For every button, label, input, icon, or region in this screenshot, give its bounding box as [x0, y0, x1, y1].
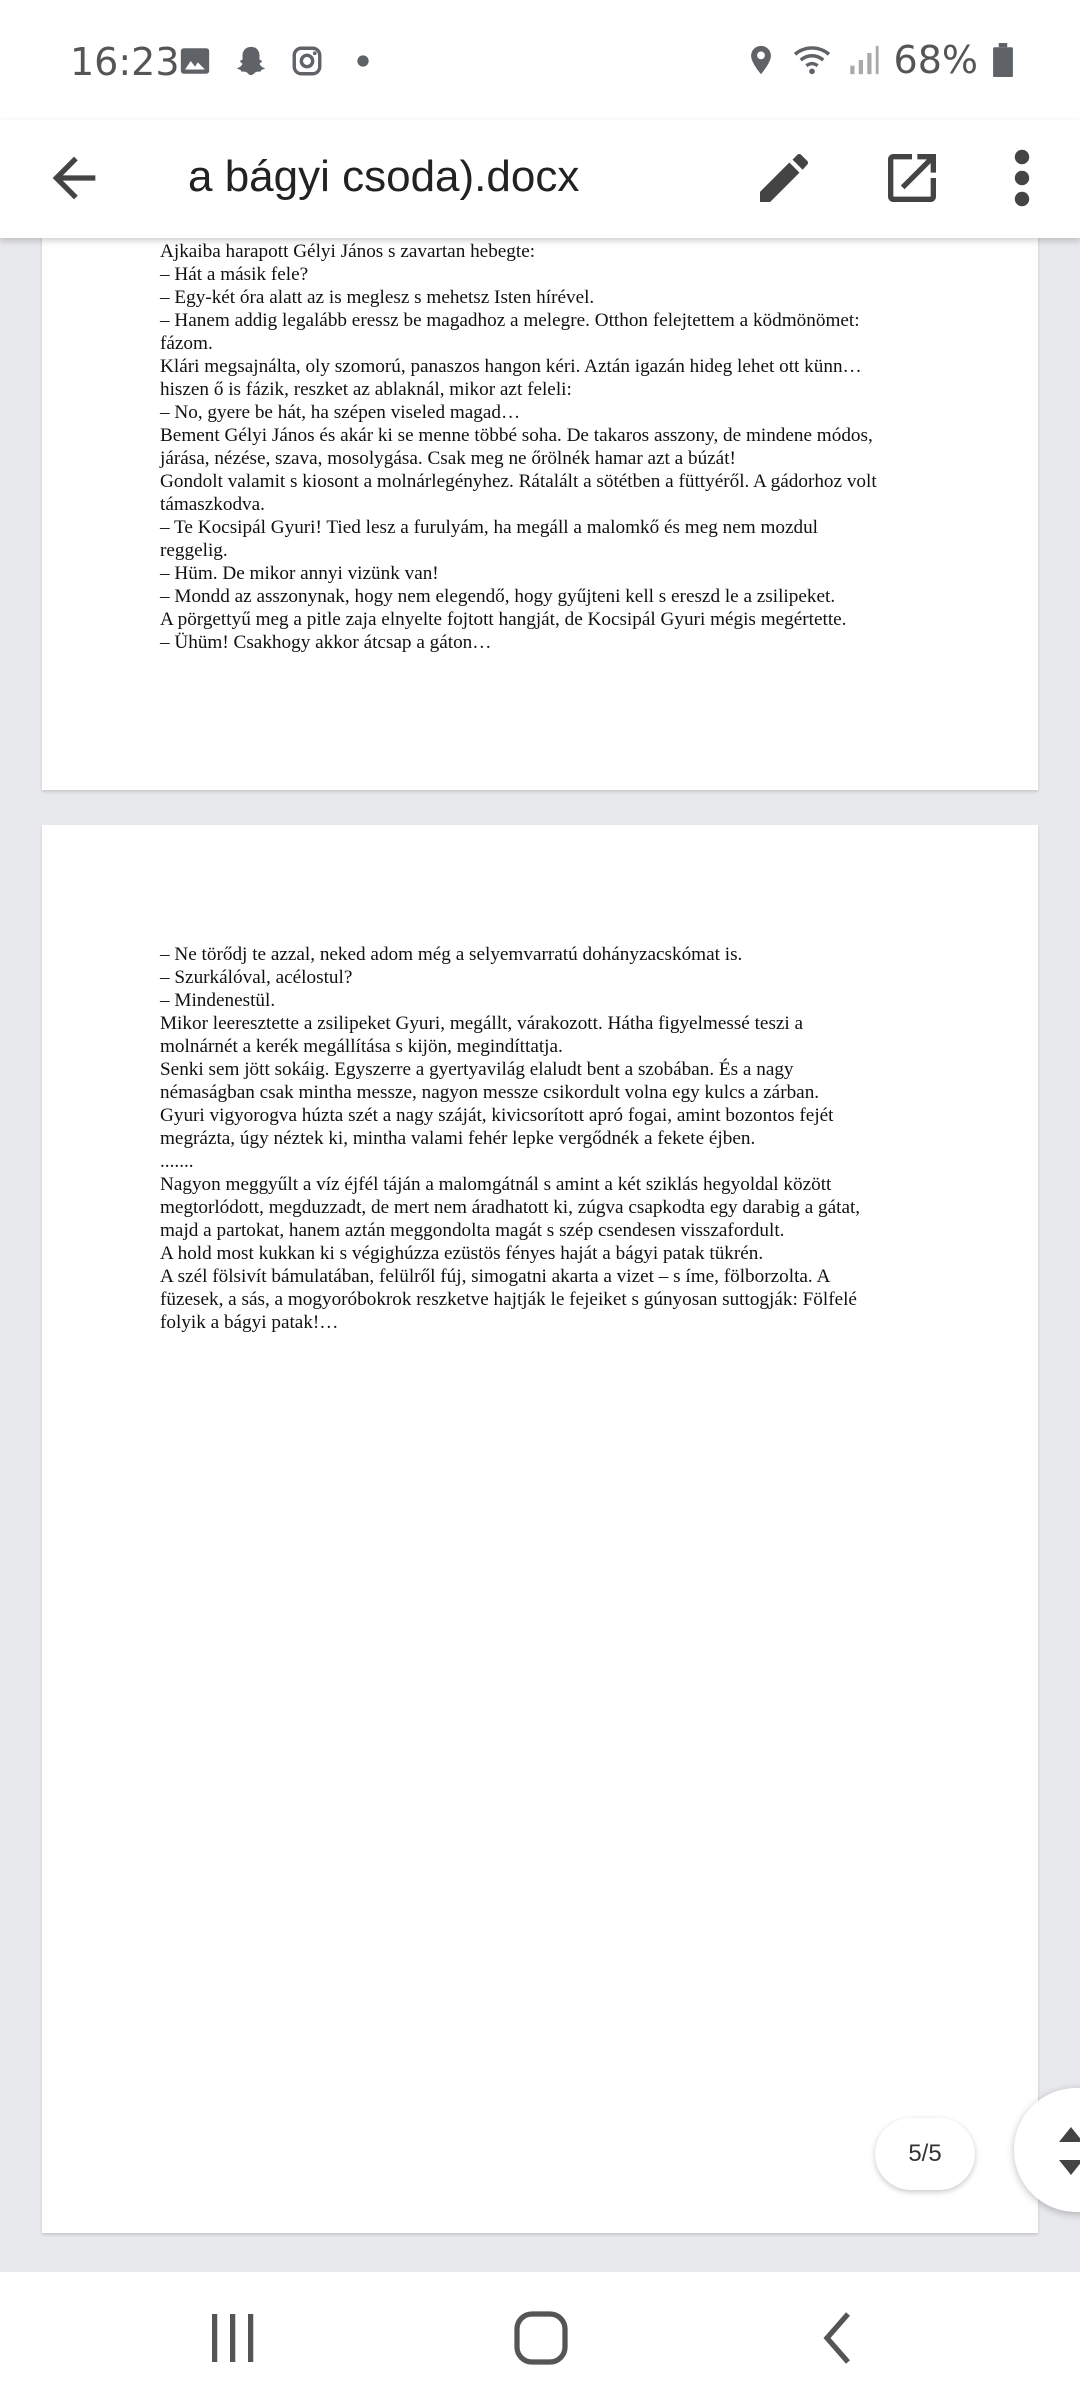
text-line: Nagyon meggyűlt a víz éjfél táján a malomgátnál s amint a két sziklás hegyoldal között — [160, 1174, 832, 1195]
text-line: Bement Gélyi János és akár ki se menne többé soha. De takaros asszony, de mindene módos, — [160, 425, 873, 446]
pencil-icon[interactable] — [752, 142, 816, 214]
text-line: Gyuri vigyorogva húzta szét a nagy száját, kivicsorított apró fogai, amint bozontos fejét — [160, 1105, 834, 1126]
text-line: – Mindenestül. — [160, 990, 276, 1011]
status-bar — [0, 0, 1080, 120]
wifi-icon — [792, 43, 832, 77]
text-line: – Szurkálóval, acélostul? — [160, 967, 353, 988]
document-title: a bágyi csoda).docx — [188, 152, 580, 201]
text-line: járása, nézése, szava, mosolygása. Csak meg ne őrölnék hamar azt a búzát! — [160, 448, 736, 469]
text-line: fázom. — [160, 333, 213, 354]
text-line: A hold most kukkan ki s végighúzza ezüstös fényes haját a bágyi patak tükrén. — [160, 1243, 764, 1264]
text-line: füzesek, a sás, a mogyoróbokrok reszketve hajtják le fejeiket s gúnyosan suttogják: Fölfelé — [160, 1289, 857, 1310]
battery-icon — [992, 43, 1014, 77]
page-text — [160, 943, 960, 1334]
home-icon[interactable] — [506, 2308, 576, 2368]
text-line: Ajkaiba harapott Gélyi János s zavartan hebegte: — [160, 241, 536, 262]
text-line: – Te Kocsipál Gyuri! Tied lesz a furulyám, ha megáll a malomkő és meg nem mozdul — [160, 517, 818, 538]
more-vert-icon[interactable] — [1000, 142, 1044, 214]
status-right — [744, 38, 1014, 82]
text-line: – Hanem addig legalább eressz be magadhoz a melegre. Otthon felejtettem a ködmönömet: — [160, 310, 860, 331]
notification-icons — [178, 44, 380, 78]
text-line: megtorlódott, megduzzadt, de mert nem áradhatott ki, zúgva csapkodta egy darabig a gátat, — [160, 1197, 861, 1218]
text-line: majd a partokat, hanem aztán meggondolta magát s szép csendesen visszafordult. — [160, 1220, 785, 1241]
text-line: – Hát a másik fele? — [160, 264, 309, 285]
text-line: megrázta, úgy néztek ki, mintha valami fehér lepke vergődnék a fekete éjben. — [160, 1128, 756, 1149]
text-line: – Mondd az asszonynak, hogy nem elegendő, hogy gyűjteni kell s ereszd le a zsilipeket. — [160, 586, 836, 607]
text-line: reggelig. — [160, 540, 228, 561]
document-page-5 — [42, 825, 1038, 2233]
text-line: – No, gyere be hát, ha szépen viseled magad… — [160, 402, 521, 423]
page-text — [160, 240, 960, 654]
status-time: 16:23 — [70, 40, 180, 84]
text-line: A szél fölsivít bámulatában, felülről fúj, simogatni akarta a vizet – s íme, fölborzolta. A — [160, 1266, 831, 1287]
instagram-icon — [290, 44, 324, 78]
dot-icon — [346, 44, 380, 78]
recent-apps-icon[interactable] — [198, 2308, 268, 2368]
app-bar — [0, 120, 1080, 238]
scroll-arrows-icon — [1056, 2124, 1080, 2178]
back-arrow-icon[interactable] — [42, 146, 106, 210]
text-line: molnárnét a kerék megállítása s kijön, megindíttatja. — [160, 1036, 563, 1057]
text-line: – Ühüm! Csakhogy akkor átcsap a gáton… — [160, 632, 492, 653]
text-line: – Hüm. De mikor annyi vizünk van! — [160, 563, 439, 584]
document-page-4 — [42, 230, 1038, 790]
text-line: folyik a bágyi patak!… — [160, 1312, 339, 1333]
text-line: ....... — [160, 1151, 194, 1172]
text-line: Mikor leeresztette a zsilipeket Gyuri, megállt, várakozott. Hátha figyelmessé teszi a — [160, 1013, 804, 1034]
text-line: Gondolt valamit s kiosont a molnárlegényhez. Rátalált a sötétben a füttyéről. A gádorhoz volt — [160, 471, 877, 492]
system-nav-bar — [0, 2272, 1080, 2400]
gallery-icon — [178, 44, 212, 78]
text-line: hiszen ő is fázik, reszket az ablaknál, mikor azt feleli: — [160, 379, 572, 400]
text-line: A pörgettyű meg a pitle zaja elnyelte fojtott hangját, de Kocsipál Gyuri mégis megértette. — [160, 609, 847, 630]
battery-percent: 68% — [893, 38, 978, 82]
text-line: Klári megsajnálta, oly szomorú, panaszos hangon kéri. Aztán igazán hideg lehet ott künn… — [160, 356, 862, 377]
text-line: Senki sem jött sokáig. Egyszerre a gyertyavilág elaludt bent a szobában. És a nagy — [160, 1059, 794, 1080]
text-line: támaszkodva. — [160, 494, 265, 515]
location-icon — [744, 43, 778, 77]
back-icon[interactable] — [804, 2308, 874, 2368]
text-line: némaságban csak mintha messze, nagyon messze csikordult volna egy kulcs a zárban. — [160, 1082, 820, 1103]
snapchat-icon — [234, 44, 268, 78]
text-line: – Ne törődj te azzal, neked adom még a selyemvarratú dohányzacskómat is. — [160, 944, 743, 965]
open-external-icon[interactable] — [880, 142, 944, 214]
page-indicator: 5/5 — [875, 2118, 975, 2190]
signal-icon — [846, 43, 880, 77]
text-line: – Egy-két óra alatt az is meglesz s mehetsz Isten hírével. — [160, 287, 595, 308]
